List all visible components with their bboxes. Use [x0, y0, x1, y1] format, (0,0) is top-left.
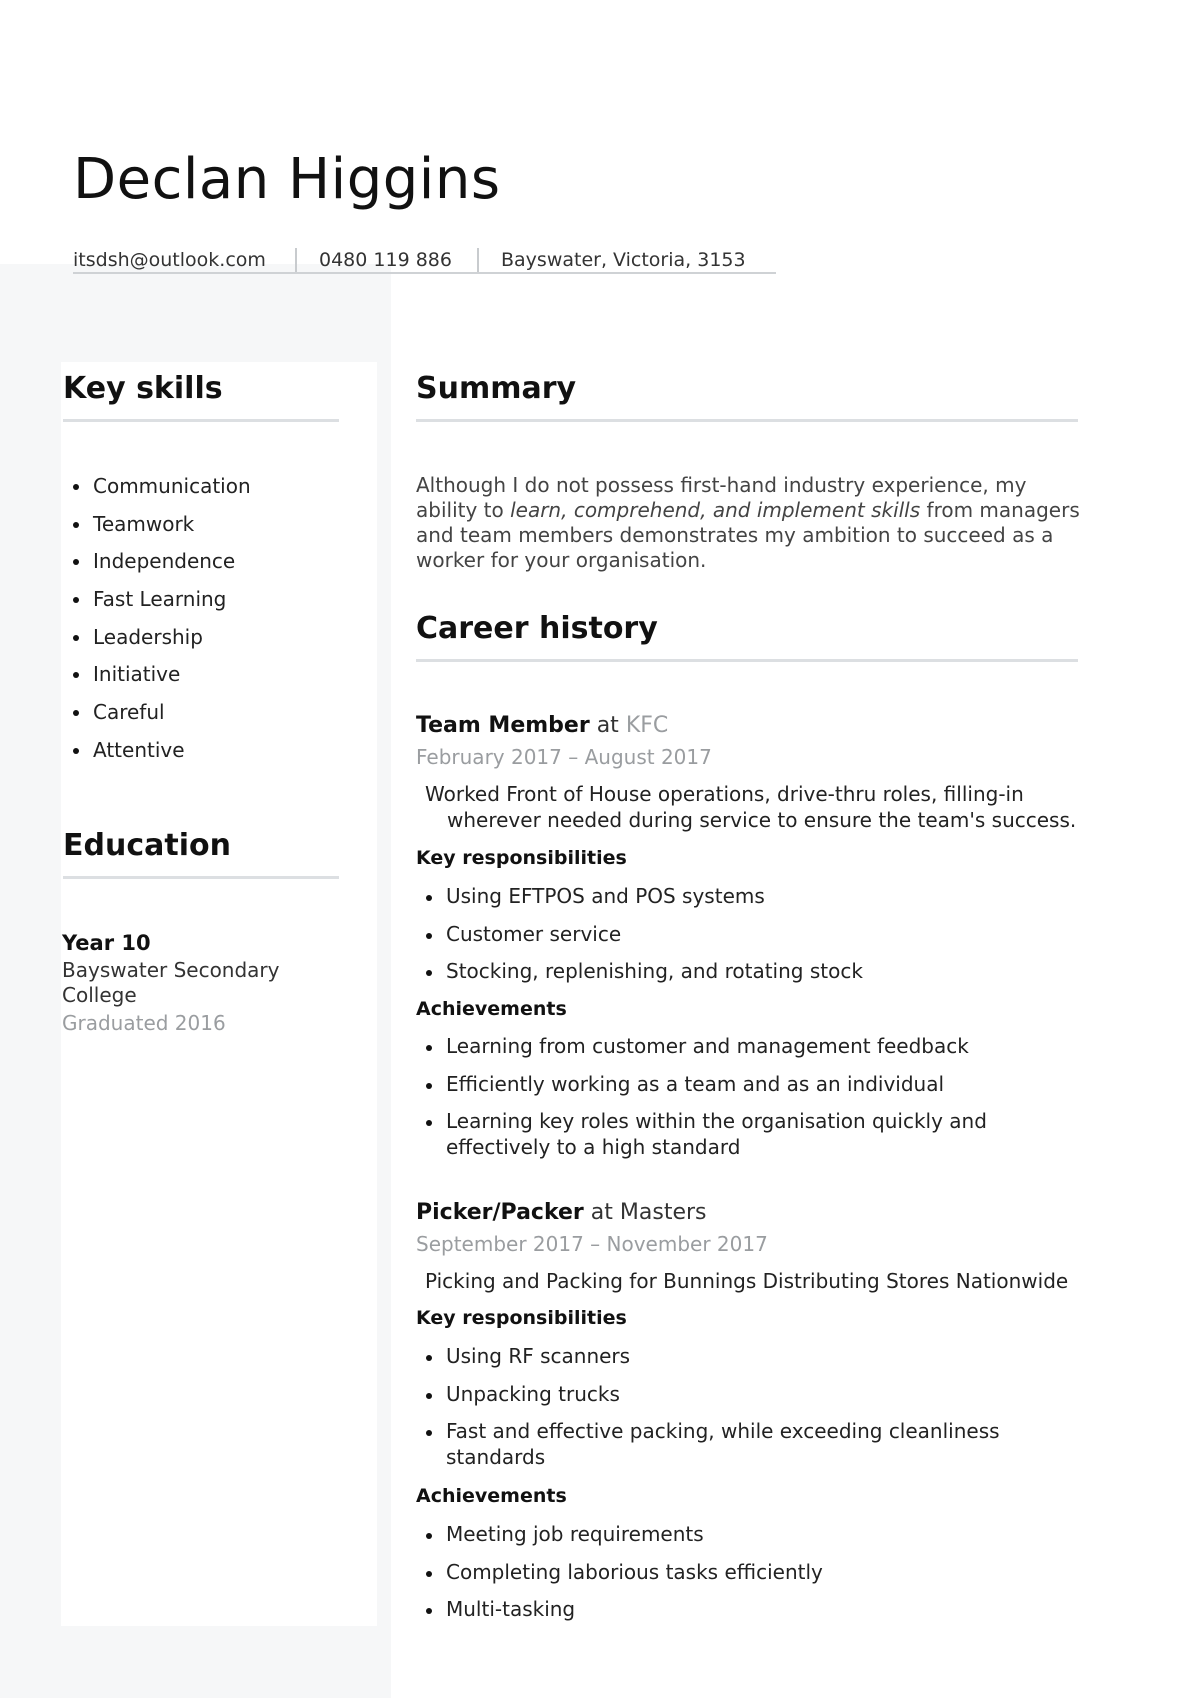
responsibilities-list [416, 883, 1036, 996]
list-item: Learning key roles within the organisation quickly and effectively to a high standard [416, 1108, 1016, 1160]
list-item: Using EFTPOS and POS systems [416, 883, 1036, 909]
responsibilities-heading: Key responsibilities [416, 847, 627, 869]
achievements-list [416, 1521, 1016, 1634]
summary-text-part: Although I do not possess first-hand industry experience, my ability to [416, 473, 1027, 522]
list-item: Unpacking trucks [416, 1381, 1026, 1407]
education-heading: Education [63, 826, 339, 879]
job-at: at [596, 713, 619, 738]
education-graduated: Graduated 2016 [62, 1011, 226, 1035]
list-item: Teamwork [63, 510, 343, 548]
contact-divider [295, 248, 297, 272]
contact-divider [477, 248, 479, 272]
key-skills-list [63, 472, 343, 774]
location: Bayswater, Victoria, 3153 [501, 249, 746, 271]
job-role: Picker/Packer [416, 1200, 584, 1225]
education-entry [62, 928, 322, 1038]
list-item: Efficiently working as a team and as an individual [416, 1071, 1016, 1097]
job-at: at [590, 1200, 613, 1225]
list-item: Meeting job requirements [416, 1521, 1016, 1547]
list-item: Learning from customer and management feedback [416, 1033, 1016, 1059]
list-item: Independence [63, 547, 343, 585]
job-dates: February 2017 – August 2017 [416, 745, 712, 769]
job-description: Worked Front of House operations, drive-thru roles, filling-in wherever needed during service to ensure the team's success. [425, 782, 1077, 832]
contact-bar [73, 248, 776, 274]
achievements-heading: Achievements [416, 1485, 567, 1507]
job-company: KFC [625, 713, 669, 738]
list-item: Initiative [63, 660, 343, 698]
job-title [416, 711, 668, 741]
job-title [416, 1198, 707, 1228]
summary-text-part: from managers and team members demonstrates my ambition to succeed as a worker for your organisation. [416, 498, 1080, 572]
achievements-list [416, 1033, 1016, 1172]
email-link[interactable]: itsdsh@outlook.com [73, 249, 266, 271]
list-item: Multi-tasking [416, 1596, 1016, 1622]
list-item: Fast Learning [63, 585, 343, 623]
education-degree: Year 10 [62, 931, 151, 955]
candidate-name: Declan Higgins [73, 147, 501, 212]
career-history-heading: Career history [416, 609, 1078, 662]
summary-text [416, 473, 1086, 573]
list-item: Communication [63, 472, 343, 510]
education-school: Bayswater Secondary College [62, 958, 280, 1007]
responsibilities-heading: Key responsibilities [416, 1307, 627, 1329]
list-item: Leadership [63, 623, 343, 661]
job-company: Masters [619, 1200, 707, 1225]
list-item: Fast and effective packing, while exceeding cleanliness standards [416, 1418, 1026, 1470]
list-item: Attentive [63, 736, 343, 774]
job-role: Team Member [416, 713, 590, 738]
list-item: Using RF scanners [416, 1343, 1026, 1369]
list-item: Careful [63, 698, 343, 736]
key-skills-heading: Key skills [63, 369, 339, 422]
summary-emphasis: learn, comprehend, and implement skills [510, 498, 921, 522]
list-item: Stocking, replenishing, and rotating stock [416, 958, 1036, 984]
list-item: Customer service [416, 921, 1036, 947]
job-description: Picking and Packing for Bunnings Distributing Stores Nationwide [425, 1269, 1069, 1293]
responsibilities-list [416, 1343, 1026, 1482]
job-dates: September 2017 – November 2017 [416, 1232, 768, 1256]
list-item: Completing laborious tasks efficiently [416, 1559, 1016, 1585]
summary-heading: Summary [416, 369, 1078, 422]
phone-number: 0480 119 886 [319, 249, 452, 271]
achievements-heading: Achievements [416, 998, 567, 1020]
